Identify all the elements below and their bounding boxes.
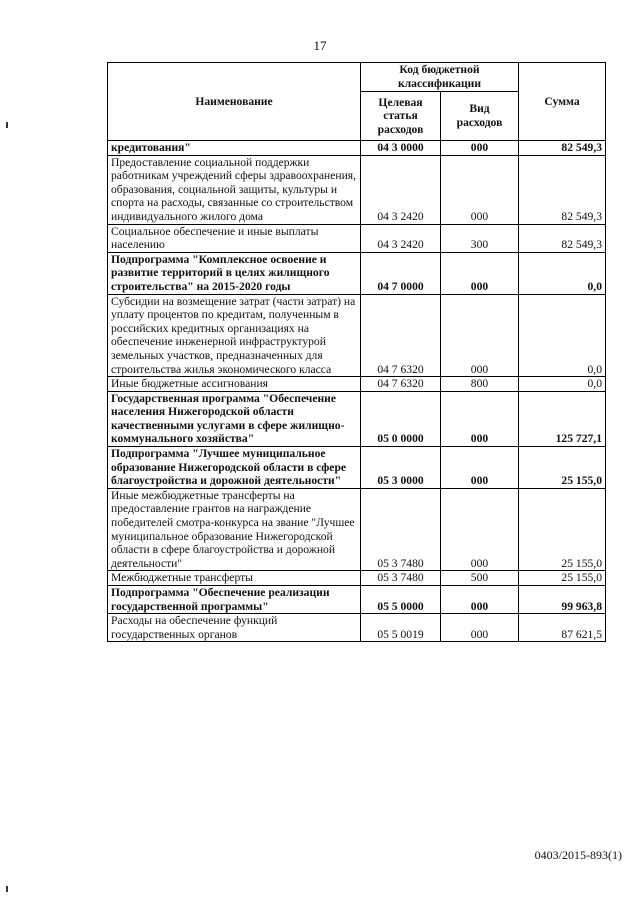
row-name: Иные межбюджетные трансферты на предоставление грантов на награждение победителей смотра-конкурса на звание "Лучшее муниципальное образование Нижегородской области в сфере благоустройства и дорожной деятельности" xyxy=(108,488,361,571)
table-body xyxy=(108,141,606,642)
row-target-article: 05 5 0000 xyxy=(361,586,441,614)
row-expense-type: 000 xyxy=(441,294,519,377)
row-target-article: 05 3 7480 xyxy=(361,488,441,571)
row-expense-type: 000 xyxy=(441,155,519,224)
row-name: Иные бюджетные ассигнования xyxy=(108,377,361,392)
row-expense-type: 000 xyxy=(441,141,519,156)
row-name: Подпрограмма "Комплексное освоение и развитие территорий в целях жилищного строительства" на 2015-2020 годы xyxy=(108,252,361,294)
row-expense-type: 500 xyxy=(441,571,519,586)
row-name: Субсидии на возмещение затрат (части затрат) на уплату процентов по кредитам, полученным в российских кредитных организациях на обеспечение инженерной инфраструктурой земельных участков, предназначенных для строительства жилья экономического класса xyxy=(108,294,361,377)
table-row xyxy=(108,571,606,586)
table-row xyxy=(108,391,606,446)
row-amount: 0,0 xyxy=(519,377,606,392)
row-amount: 0,0 xyxy=(519,294,606,377)
document-code: 0403/2015-893(1) xyxy=(534,848,622,862)
row-name: Расходы на обеспечение функций государственных органов xyxy=(108,614,361,642)
table-row xyxy=(108,447,606,489)
row-target-article: 04 3 2420 xyxy=(361,155,441,224)
row-expense-type: 800 xyxy=(441,377,519,392)
row-name: кредитования" xyxy=(108,141,361,156)
table-row xyxy=(108,141,606,156)
row-amount: 99 963,8 xyxy=(519,586,606,614)
row-target-article: 04 7 0000 xyxy=(361,252,441,294)
row-expense-type: 000 xyxy=(441,391,519,446)
row-target-article: 04 7 6320 xyxy=(361,294,441,377)
row-target-article: 05 3 7480 xyxy=(361,571,441,586)
row-target-article: 04 7 6320 xyxy=(361,377,441,392)
row-amount: 82 549,3 xyxy=(519,155,606,224)
budget-table xyxy=(107,62,606,642)
table-row xyxy=(108,224,606,252)
row-target-article: 05 3 0000 xyxy=(361,447,441,489)
header-row-top xyxy=(108,63,606,92)
table-row xyxy=(108,586,606,614)
margin-mark xyxy=(6,122,8,128)
row-name: Подпрограмма "Обеспечение реализации государственной программы" xyxy=(108,586,361,614)
header-expense-type: Вид расходов xyxy=(441,92,519,141)
table-row xyxy=(108,252,606,294)
row-amount: 87 621,5 xyxy=(519,614,606,642)
table-row xyxy=(108,294,606,377)
row-name: Социальное обеспечение и иные выплаты населению xyxy=(108,224,361,252)
row-amount: 25 155,0 xyxy=(519,447,606,489)
table-row xyxy=(108,377,606,392)
row-name: Предоставление социальной поддержки работникам учреждений сферы здравоохранения, образования, социальной защиты, культуры и спорта на расходы, связанные со строительством индивидуального жилого дома xyxy=(108,155,361,224)
row-target-article: 04 3 2420 xyxy=(361,224,441,252)
row-expense-type: 000 xyxy=(441,488,519,571)
row-name: Межбюджетные трансферты xyxy=(108,571,361,586)
margin-mark xyxy=(6,886,8,892)
row-target-article: 04 3 0000 xyxy=(361,141,441,156)
row-name: Государственная программа "Обеспечение населения Нижегородской области качественными услугами в сфере жилищно-коммунального хозяйства" xyxy=(108,391,361,446)
row-amount: 125 727,1 xyxy=(519,391,606,446)
row-expense-type: 000 xyxy=(441,447,519,489)
row-expense-type: 000 xyxy=(441,614,519,642)
row-expense-type: 000 xyxy=(441,252,519,294)
header-budget-classification: Код бюджетной классификации xyxy=(361,63,519,92)
table-row xyxy=(108,488,606,571)
table-row xyxy=(108,155,606,224)
table-row xyxy=(108,614,606,642)
header-target-article: Целевая статья расходов xyxy=(361,92,441,141)
page-number: 17 xyxy=(313,38,327,53)
row-target-article: 05 5 0019 xyxy=(361,614,441,642)
row-amount: 0,0 xyxy=(519,252,606,294)
row-target-article: 05 0 0000 xyxy=(361,391,441,446)
row-amount: 82 549,3 xyxy=(519,141,606,156)
row-amount: 25 155,0 xyxy=(519,571,606,586)
row-expense-type: 300 xyxy=(441,224,519,252)
header-name: Наименование xyxy=(108,63,361,141)
row-amount: 25 155,0 xyxy=(519,488,606,571)
row-name: Подпрограмма "Лучшее муниципальное образование Нижегородской области в сфере благоустройства и дорожной деятельности" xyxy=(108,447,361,489)
row-expense-type: 000 xyxy=(441,586,519,614)
row-amount: 82 549,3 xyxy=(519,224,606,252)
header-amount: Сумма xyxy=(519,63,606,141)
